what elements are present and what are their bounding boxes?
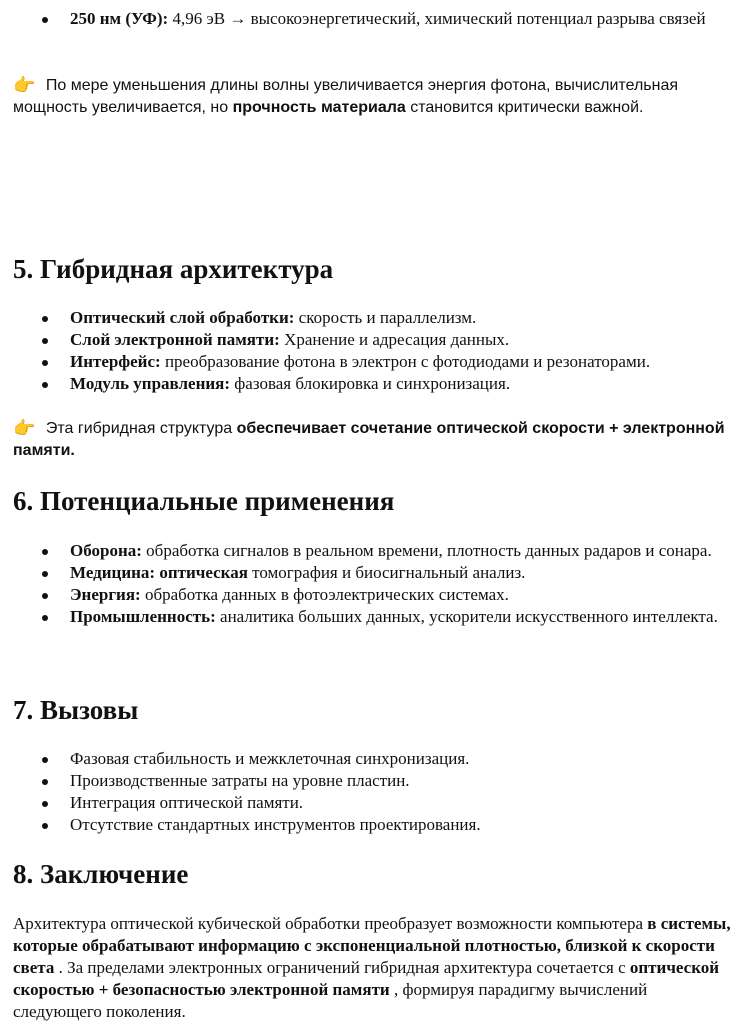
section7-list bbox=[0, 748, 747, 836]
list-item: Производственные затраты на уровне пластин. bbox=[0, 770, 747, 792]
bullet bbox=[42, 338, 48, 344]
list-item-label: 250 нм (УФ): bbox=[70, 9, 169, 28]
bullet bbox=[42, 17, 48, 23]
list-item: Энергия: обработка данных в фотоэлектрических системах. bbox=[0, 584, 747, 606]
section-heading: 8. Заключение bbox=[13, 859, 189, 889]
list-item: Фазовая стабильность и межклеточная синхронизация. bbox=[0, 748, 747, 770]
list-item: Интеграция оптической памяти. bbox=[0, 792, 747, 814]
list-item: Модуль управления: фазовая блокировка и синхронизация. bbox=[0, 373, 747, 395]
bullet bbox=[42, 316, 48, 322]
bullet bbox=[42, 382, 48, 388]
list-item-text: 4,96 эВ → высокоэнергетический, химический потенциал разрыва связей bbox=[168, 9, 706, 28]
bullet bbox=[42, 757, 48, 763]
bullet bbox=[42, 571, 48, 577]
list-item: Оптический слой обработки: скорость и параллелизм. bbox=[0, 307, 747, 329]
conclusion-paragraph: Архитектура оптической кубической обработки преобразует возможности компьютера в системы, которые обрабатывают информацию с экспоненциальной плотностью, близкой к скорости света . За пределами электронных ограничений гибридная архитектура сочетается с оптической скоростью + безопасностью электронной памяти , формируя парадигму вычислений следующего поколения. bbox=[13, 914, 731, 1021]
list-item: Промышленность: аналитика больших данных, ускорители искусственного интеллекта. bbox=[0, 606, 747, 628]
section-heading: 7. Вызовы bbox=[13, 695, 139, 725]
bullet bbox=[42, 779, 48, 785]
list-item: Слой электронной памяти: Хранение и адресация данных. bbox=[0, 329, 747, 351]
section-heading: 6. Потенциальные применения bbox=[13, 486, 395, 516]
bullet bbox=[42, 593, 48, 599]
list-item: Медицина: оптическая томография и биосигнальный анализ. bbox=[0, 562, 747, 584]
bullet bbox=[42, 549, 48, 555]
list-item: Отсутствие стандартных инструментов проектирования. bbox=[0, 814, 747, 836]
bullet bbox=[42, 615, 48, 621]
section6-list bbox=[0, 540, 747, 628]
section5-list bbox=[0, 307, 747, 395]
pointing-hand-icon: 👉 bbox=[13, 418, 36, 439]
note-paragraph: 👉 По мере уменьшения длины волны увеличивается энергия фотона, вычислительная мощность увеличивается, но прочность материала становится критически важной. bbox=[13, 75, 679, 116]
energy-list bbox=[0, 8, 747, 30]
list-item: Оборона: обработка сигналов в реальном времени, плотность данных радаров и сонара. bbox=[0, 540, 747, 562]
bullet bbox=[42, 801, 48, 807]
list-item: Интерфейс: преобразование фотона в электрон с фотодиодами и резонаторами. bbox=[0, 351, 747, 373]
section-heading: 5. Гибридная архитектура bbox=[13, 254, 334, 284]
pointing-hand-icon: 👉 bbox=[13, 75, 36, 96]
list-item bbox=[0, 8, 747, 30]
bullet bbox=[42, 823, 48, 829]
note-paragraph: 👉 Эта гибридная структура обеспечивает сочетание оптической скорости + электронной памяти. bbox=[13, 418, 725, 459]
bullet bbox=[42, 360, 48, 366]
